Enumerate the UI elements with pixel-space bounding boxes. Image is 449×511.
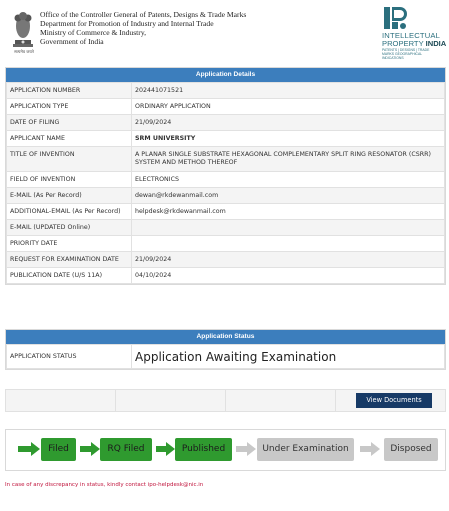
row-label: APPLICANT NAME: [7, 131, 132, 147]
status-value: Application Awaiting Examination: [132, 345, 445, 369]
row-label: E-MAIL (As Per Record): [7, 188, 132, 204]
row-value: [132, 236, 445, 252]
row-value: [132, 220, 445, 236]
row-label: APPLICATION NUMBER: [7, 83, 132, 99]
gov-line: Government of India: [40, 37, 104, 46]
row-value: ORDINARY APPLICATION: [132, 99, 445, 115]
bar-cell: [6, 390, 116, 411]
application-details-panel: [5, 67, 446, 285]
status-label: APPLICATION STATUS: [7, 345, 132, 369]
row-value: A PLANAR SINGLE SUBSTRATE HEXAGONAL COMPLEMENTARY SPLIT RING RESONATOR (CSRR) SYSTEM AND METHOD THEREOF: [132, 147, 445, 172]
table-row: [7, 220, 445, 236]
ipi-line2b: INDIA: [425, 39, 447, 48]
row-value: helpdesk@rkdewanmail.com: [132, 204, 445, 220]
step-under-examination: Under Examination: [257, 438, 354, 461]
ipi-line2: [382, 40, 446, 48]
gov-line: Department for Promotion of Industry and Internal Trade: [40, 19, 214, 28]
table-row: [7, 131, 445, 147]
ipi-line1: INTELLECTUAL: [382, 31, 441, 40]
row-label: TITLE OF INVENTION: [7, 147, 132, 172]
bar-cell: [116, 390, 226, 411]
row-label: FIELD OF INVENTION: [7, 172, 132, 188]
gov-line: Ministry of Commerce & Industry,: [40, 28, 147, 37]
table-row: [7, 345, 445, 369]
ipi-line2a: PROPERTY: [382, 39, 426, 48]
table-row: [7, 204, 445, 220]
national-emblem-icon: [12, 8, 34, 50]
application-status-header: Application Status: [6, 330, 445, 344]
row-value: 21/09/2024: [132, 252, 445, 268]
step-disposed: Disposed: [384, 438, 438, 461]
emblem-caption: सत्यमेव जयते: [14, 49, 34, 54]
ip-india-mark-icon: [382, 5, 408, 31]
table-row: [7, 99, 445, 115]
table-row: [7, 147, 445, 172]
step-filed: Filed: [41, 438, 76, 461]
row-value: dewan@rkdewanmail.com: [132, 188, 445, 204]
step-published: Published: [175, 438, 232, 461]
row-label: PUBLICATION DATE (U/S 11A): [7, 268, 132, 284]
documents-bar: [5, 389, 446, 412]
table-row: [7, 188, 445, 204]
page-header: [0, 0, 449, 62]
table-row: [7, 83, 445, 99]
government-title: [40, 10, 246, 46]
application-details-header: Application Details: [6, 68, 445, 82]
application-details-table: [6, 82, 445, 284]
application-status-table: [6, 344, 445, 369]
gov-line: Office of the Controller General of Patents, Designs & Trade Marks: [40, 10, 247, 19]
step-rq-filed: RQ Filed: [100, 438, 152, 461]
table-row: [7, 268, 445, 284]
application-status-panel: [5, 329, 446, 370]
row-label: E-MAIL (UPDATED Online): [7, 220, 132, 236]
row-label: ADDITIONAL-EMAIL (As Per Record): [7, 204, 132, 220]
view-documents-button[interactable]: View Documents: [356, 393, 432, 408]
status-progress-tracker: [5, 429, 446, 471]
table-row: [7, 236, 445, 252]
table-row: [7, 115, 445, 131]
applicant-name: SRM UNIVERSITY: [132, 131, 445, 147]
row-value: 04/10/2024: [132, 268, 445, 284]
row-label: APPLICATION TYPE: [7, 99, 132, 115]
ip-india-wordmark: [382, 32, 446, 60]
discrepancy-note: In case of any discrepancy in status, kindly contact ipo-helpdesk@nic.in: [5, 482, 204, 488]
table-row: [7, 252, 445, 268]
table-row: [7, 172, 445, 188]
row-label: REQUEST FOR EXAMINATION DATE: [7, 252, 132, 268]
ipi-line3: PATENTS | DESIGNS | TRADE MARKS GEOGRAPHICAL INDICATIONS: [382, 48, 430, 60]
row-value: 21/09/2024: [132, 115, 445, 131]
row-value: ELECTRONICS: [132, 172, 445, 188]
row-label: PRIORITY DATE: [7, 236, 132, 252]
row-label: DATE OF FILING: [7, 115, 132, 131]
row-value: 202441071521: [132, 83, 445, 99]
bar-cell: [226, 390, 336, 411]
